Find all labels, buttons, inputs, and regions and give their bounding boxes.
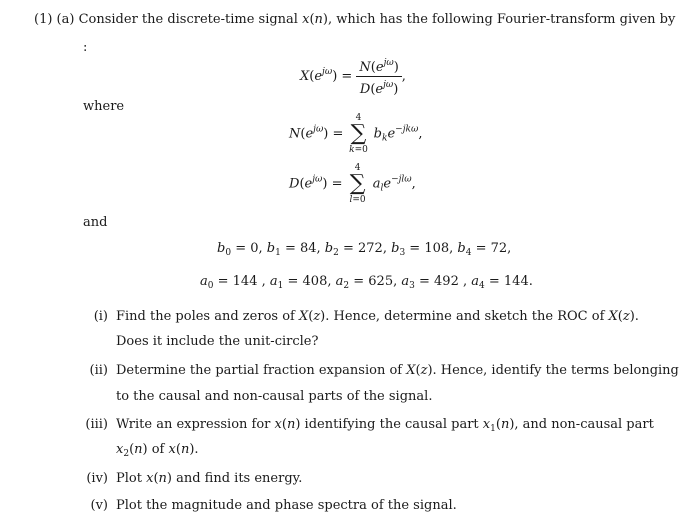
- where-label: where: [83, 99, 125, 114]
- item-text: Plot x(n) and find its energy.: [116, 471, 303, 486]
- summation-d: 4 ∑ l=0: [349, 163, 366, 205]
- item-label: (v): [90, 498, 108, 513]
- item-label: (iii): [85, 417, 108, 432]
- item-text: Find the poles and zeros of X(z). Hence, determine and sketch the ROC of X(z).: [116, 309, 639, 324]
- colon: :: [83, 40, 88, 55]
- problem-header: (1) (a) Consider the discrete-time signal x(n), which has the following Fourier-transform given by: [34, 12, 676, 27]
- item-label: (ii): [89, 363, 108, 378]
- equation-d: $D(e^{j\omega})$ = 4 ∑ l=0 $a_le^{-jl\omega}$,: [289, 163, 416, 205]
- item-label: (i): [93, 309, 108, 324]
- equation-x: $X(e^{j\omega})$ = $\frac{N(e^{j\omega})}{D(e^{j\omega})}$ ,: [300, 55, 406, 98]
- item-label: (iv): [86, 471, 108, 486]
- item-text: Plot the magnitude and phase spectra of the signal.: [116, 498, 457, 513]
- and-label: and: [83, 215, 108, 230]
- summation-n: 4 ∑ k=0: [349, 113, 368, 155]
- item-text: Determine the partial fraction expansion of X(z). Hence, identify the terms belonging: [116, 363, 679, 378]
- item-text: to the causal and non-causal parts of the signal.: [116, 389, 433, 404]
- item-text: Write an expression for x(n) identifying the causal part $x_1(n)$, and non-causal part: [116, 417, 654, 434]
- b-coefficients: $b_0 = 0$, $b_1 = 84$, $b_2 = 272$, $b_3 = 108$, $b_4 = 72$,: [217, 241, 512, 258]
- item-text: Does it include the unit-circle?: [116, 334, 319, 349]
- equation-n: $N(e^{j\omega})$ = 4 ∑ k=0 $b_ke^{-jk\omega}$,: [289, 113, 423, 155]
- fraction: $\frac{N(e^{j\omega})}{D(e^{j\omega})}$: [356, 55, 401, 98]
- a-coefficients: $a_0 = 144$ , $a_1 = 408$, $a_2 = 625$, $a_3 = 492$ , $a_4 = 144$.: [200, 274, 533, 291]
- item-text: $x_2(n)$ of x(n).: [116, 442, 199, 459]
